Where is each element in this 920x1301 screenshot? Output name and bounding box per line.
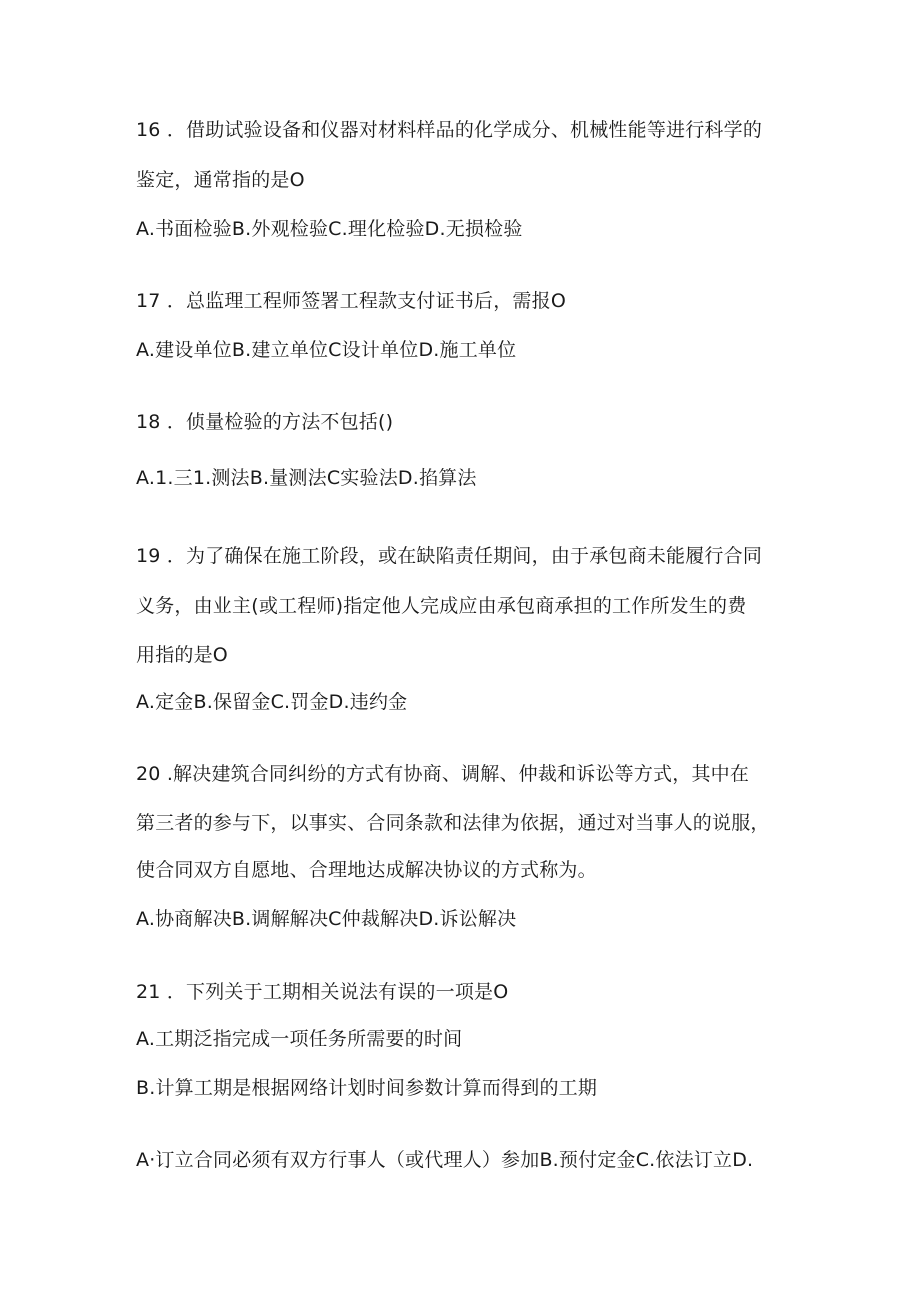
question-option-line: B.计算工期是根据网络计划时间参数计算而得到的工期	[136, 1077, 598, 1099]
question-options: A.建设单位B.建立单位C设计单位D.施工单位	[136, 339, 517, 361]
question-stem-line: 17 ．总监理工程师签署工程款支付证书后，需报O	[136, 290, 566, 312]
question-stem-line: 使合同双方自愿地、合理地达成解决协议的方式称为。	[136, 859, 597, 881]
trailing-options-line: A·订立合同必须有双方行事人（或代理人）参加B.预付定金C.依法订立D.	[136, 1149, 754, 1171]
question-stem-line: 鉴定，通常指的是O	[136, 169, 305, 191]
question-stem-line: 21 ．下列关于工期相关说法有误的一项是O	[136, 981, 509, 1003]
question-options: A.1.三1.测法B.量测法C实验法D.掐算法	[136, 467, 477, 489]
question-stem-line: 19 ．为了确保在施工阶段，或在缺陷责任期间，由于承包商未能履行合同	[136, 545, 763, 567]
question-options: A.定金B.保留金C.罚金D.违约金	[136, 691, 408, 713]
question-stem-line: 用指的是O	[136, 644, 228, 666]
question-stem-line: 第三者的参与下，以事实、合同条款和法律为依据，通过对当事人的说服，	[136, 812, 770, 834]
question-option-line: A.工期泛指完成一项任务所需要的时间	[136, 1028, 463, 1050]
question-options: A.协商解决B.调解解决C仲裁解决D.诉讼解决	[136, 908, 517, 930]
question-stem-line: 18 ．侦量检验的方法不包括()	[136, 411, 394, 433]
question-stem-line: 义务，由业主(或工程师)指定他人完成应由承包商承担的工作所发生的费	[136, 595, 747, 617]
question-stem-line: 16 ．借助试验设备和仪器对材料样品的化学成分、机械性能等进行科学的	[136, 119, 763, 141]
question-stem-line: 20 .解决建筑合同纠纷的方式有协商、调解、仲裁和诉讼等方式，其中在	[136, 763, 750, 785]
question-options: A.书面检验B.外观检验C.理化检验D.无损检验	[136, 218, 523, 240]
